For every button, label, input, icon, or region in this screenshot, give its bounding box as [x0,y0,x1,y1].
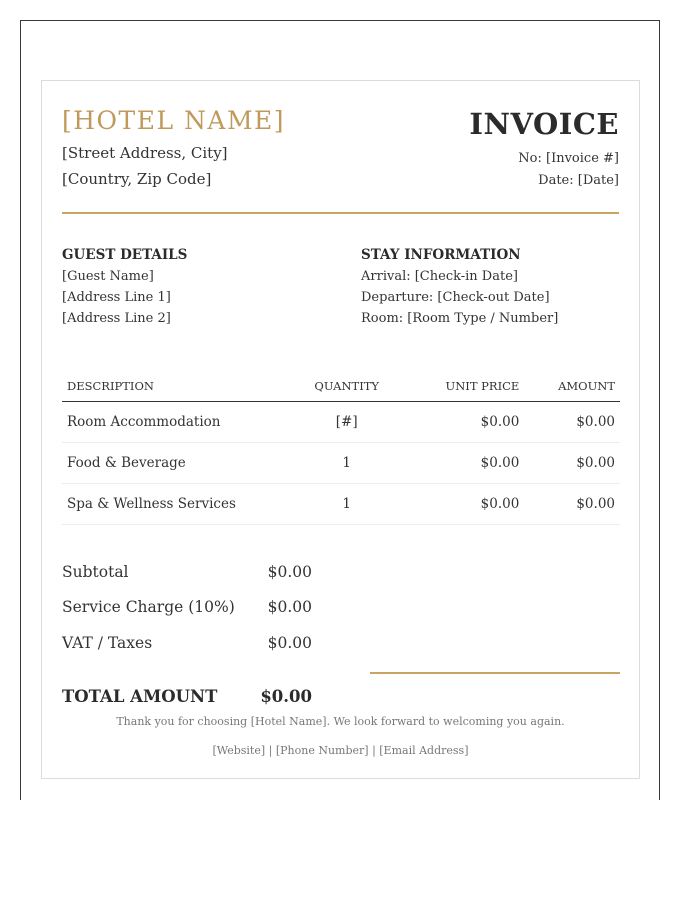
guest-details-heading: GUEST DETAILS [62,247,188,263]
item-amount: $0.00 [524,402,620,443]
subtotal-label: Subtotal [62,563,129,581]
total-divider [370,672,620,674]
subtotal-row [62,563,312,585]
invoice-content [62,81,619,778]
guest-address-line-1: [Address Line 1] [62,290,171,305]
stay-information-heading: STAY INFORMATION [361,247,521,263]
service-charge-label: Service Charge (10%) [62,598,235,616]
item-amount: $0.00 [524,484,620,525]
invoice-date: Date: [Date] [538,173,619,188]
hotel-country-zip: [Country, Zip Code] [62,170,212,188]
vat-row [62,634,312,656]
item-description: Spa & Wellness Services [62,484,288,525]
hotel-name: [HOTEL NAME] [62,106,286,135]
table-row [62,443,620,484]
total-amount-row [62,687,312,709]
vat-value: $0.00 [267,634,312,652]
arrival-date: Arrival: [Check-in Date] [361,269,518,284]
contact-info: [Website] | [Phone Number] | [Email Address] [212,744,469,757]
subtotal-value: $0.00 [267,563,312,581]
item-quantity: 1 [288,484,405,525]
total-amount-label: TOTAL AMOUNT [62,687,218,706]
table-header-row [62,371,620,402]
invoice-number: No: [Invoice #] [518,151,619,166]
hotel-street-address: [Street Address, City] [62,144,228,162]
item-description: Room Accommodation [62,402,288,443]
item-unit-price: $0.00 [405,443,524,484]
total-amount-value: $0.00 [260,687,312,706]
item-quantity: [#] [288,402,405,443]
item-description: Food & Beverage [62,443,288,484]
invoice-title: INVOICE [469,107,619,141]
item-amount: $0.00 [524,443,620,484]
thank-you-note: Thank you for choosing [Hotel Name]. We look forward to welcoming you again. [116,715,565,728]
vat-label: VAT / Taxes [62,634,153,652]
item-quantity: 1 [288,443,405,484]
item-unit-price: $0.00 [405,402,524,443]
departure-date: Departure: [Check-out Date] [361,290,550,305]
table-row [62,484,620,525]
guest-name: [Guest Name] [62,269,154,284]
header-quantity: QUANTITY [288,371,405,402]
header-amount: AMOUNT [524,371,620,402]
service-charge-row [62,598,312,620]
stay-information-section [361,245,558,329]
guest-address-line-2: [Address Line 2] [62,311,171,326]
header-unit-price: UNIT PRICE [405,371,524,402]
invoice-card [41,80,640,779]
header-description: DESCRIPTION [62,371,288,402]
service-charge-value: $0.00 [267,598,312,616]
guest-details-section [62,245,187,329]
item-unit-price: $0.00 [405,484,524,525]
table-row [62,402,620,443]
header-divider [62,212,619,214]
line-items-table [62,371,620,525]
room-info: Room: [Room Type / Number] [361,311,559,326]
